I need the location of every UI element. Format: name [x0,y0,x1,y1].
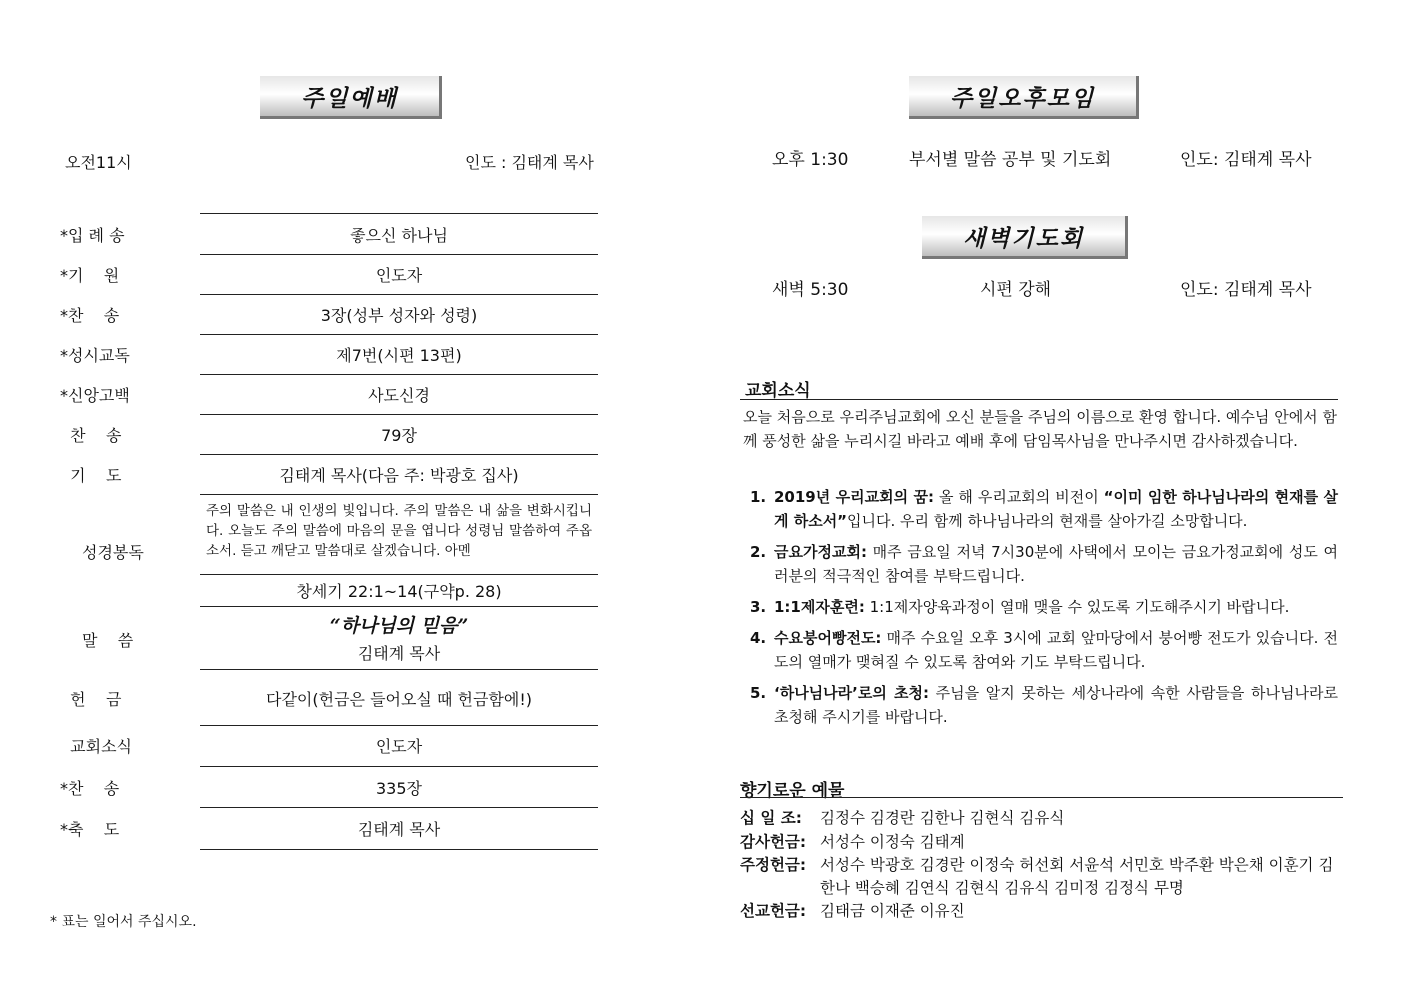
order-item [60,462,598,486]
divider [200,334,598,335]
divider [200,807,598,808]
order-label: *찬 송 [60,778,120,798]
news-text: 입니다. 우리 함께 하나님나라의 현재를 살아가길 소망합니다. [847,512,1248,530]
order-item [60,302,598,326]
news-body [774,485,1338,533]
order-label: *축 도 [60,819,120,839]
news-title: 수요붕어빵전도: [774,629,882,647]
order-item [60,342,598,366]
divider [200,574,598,575]
sermon-speaker: 김태계 목사 [357,644,441,663]
offering-row [740,807,1340,830]
order-value: 335장 [376,778,422,798]
order-value: 3장(성부 성자와 성령) [320,305,478,325]
offering-names: 서성수 박광호 김경란 이정숙 허선회 서윤석 서민호 박주환 박은채 이훈기 김한나 백승혜 김연식 김현식 김유식 김미정 김정식 무명 [820,856,1334,897]
news-number: 5. [750,684,767,702]
divider [200,849,598,850]
news-text: 주님을 알지 못하는 세상나라에 속한 사람들을 하나님나라로 초청해 주시기를 바랍니다. [774,684,1338,726]
order-label: *신앙고백 [60,385,130,405]
reading-label: 성경봉독 [82,543,144,562]
dawn-leader: 인도: 김태계 목사 [1180,280,1312,300]
offering-row [740,831,1340,854]
sermon-label: 말 씀 [82,631,134,650]
order-item [60,775,598,799]
offering-names: 김정수 김경란 김한나 김현식 김유식 [820,809,1065,827]
offering-label: 주정헌금: [740,856,807,874]
order-item [60,733,598,757]
news-number: 1. [750,488,767,506]
news-heading-rule [740,399,1338,400]
news-item [750,540,1338,588]
news-number: 2. [750,543,767,561]
afternoon-time: 오후 1:30 [772,150,849,170]
order-value: 79장 [381,425,417,445]
offering-label: 십 일 조: [740,809,802,827]
divider [200,294,598,295]
news-title: 1:1제자훈련: [774,598,865,616]
order-label: *찬 송 [60,305,120,325]
offerings-heading: 향기로운 예물 [740,781,845,801]
order-label: 찬 송 [60,425,122,445]
divider [200,606,598,607]
news-item [750,485,1338,533]
offering-label: 감사헌금: [740,833,807,851]
offering-row [740,854,1340,900]
reading-prayer-text: 주의 말씀은 내 인생의 빛입니다. 주의 말씀은 내 삶을 변화시킵니다. 오늘도 주의 말씀에 마음의 문을 엽니다 성령님 말씀하여 주옵소서. 듣고 깨닫고 말씀대로 살겠습니다. 아멘 [206,503,592,559]
news-body [774,626,1338,674]
news-number: 4. [750,629,767,647]
news-item [750,626,1338,674]
order-item [60,686,598,710]
news-intro: 오늘 처음으로 우리주님교회에 오신 분들을 주님의 이름으로 환영 합니다. 예수님 안에서 함께 풍성한 삶을 누리시길 바라고 예배 후에 담임목사님을 만나주시면 감사하겠습니다. [743,408,1337,450]
order-value: 좋으신 하나님 [350,225,448,245]
news-item [750,681,1338,729]
dawn-banner: 새벽기도회 [922,216,1128,259]
afternoon-activity: 부서별 말씀 공부 및 기도회 [909,150,1112,170]
offerings-heading-rule [740,797,1343,798]
divider [200,494,598,495]
order-value: 사도신경 [368,385,430,405]
order-label: *입 례 송 [60,225,125,245]
divider [200,254,598,255]
news-text: 매주 금요일 저녁 7시30분에 사택에서 모이는 금요가정교회에 성도 여러분의 적극적인 참여를 부탁드립니다. [774,543,1338,585]
news-text: 1:1제자양육과정이 열매 맺을 수 있도록 기도해주시기 바랍니다. [864,598,1290,616]
news-text: 올 해 우리교회의 비전이 [934,488,1104,506]
divider [200,414,598,415]
offering-names: 서성수 이정숙 김태계 [820,833,965,851]
afternoon-leader: 인도: 김태계 목사 [1180,150,1312,170]
news-body [774,681,1338,729]
news-text: 매주 수요일 오후 3시에 교회 앞마당에서 붕어빵 전도가 있습니다. 전도의 열매가 맺혀질 수 있도록 참여와 기도 부탁드립니다. [774,629,1338,671]
news-title: 2019년 우리교회의 꿈: [774,488,934,506]
reading-passage: 창세기 22:1~14(구약p. 28) [296,582,502,601]
divider [200,725,598,726]
order-item [60,222,598,246]
order-value: 다같이(헌금은 들어오실 때 헌금함에!) [266,689,532,709]
sermon-title: “하나님의 믿음” [329,615,469,637]
divider [200,454,598,455]
news-vision: “이미 임한 하나님나라의 현재를 살게 하소서” [774,488,1339,530]
worship-time: 오전11시 [65,153,132,172]
order-item [60,816,598,840]
order-value: 인도자 [375,736,423,756]
offering-row [740,900,1340,923]
offering-label: 선교헌금: [740,902,807,920]
order-item [60,422,598,446]
order-value: 인도자 [375,265,423,285]
afternoon-banner: 주일오후모임 [909,76,1139,119]
dawn-time: 새벽 5:30 [772,280,849,300]
divider [200,766,598,767]
dawn-activity: 시편 강해 [980,280,1052,300]
worship-leader: 인도 : 김태계 목사 [465,153,594,172]
news-number: 3. [750,598,767,616]
order-label: 헌 금 [60,689,122,709]
divider [200,374,598,375]
divider [200,669,598,670]
order-label: *성시교독 [60,345,130,365]
news-title: ‘하나님나라’로의 초청: [774,684,929,702]
order-value: 김태계 목사 [357,819,441,839]
order-label: 기 도 [60,465,122,485]
worship-banner: 주일예배 [260,76,442,119]
order-value: 제7번(시편 13편) [336,345,462,365]
order-item [60,382,598,406]
news-heading: 교회소식 [745,381,811,401]
news-body [774,540,1338,588]
standing-footnote: * 표는 일어서 주십시오. [50,914,197,930]
news-title: 금요가정교회: [774,543,867,561]
news-body [774,595,1338,619]
order-item [60,262,598,286]
divider [200,213,598,214]
offering-names: 김태금 이재준 이유진 [820,902,965,920]
order-value: 김태계 목사(다음 주: 박광호 집사) [279,465,519,485]
order-label: *기 원 [60,265,120,285]
order-label: 교회소식 [60,736,132,756]
news-item [750,595,1338,619]
